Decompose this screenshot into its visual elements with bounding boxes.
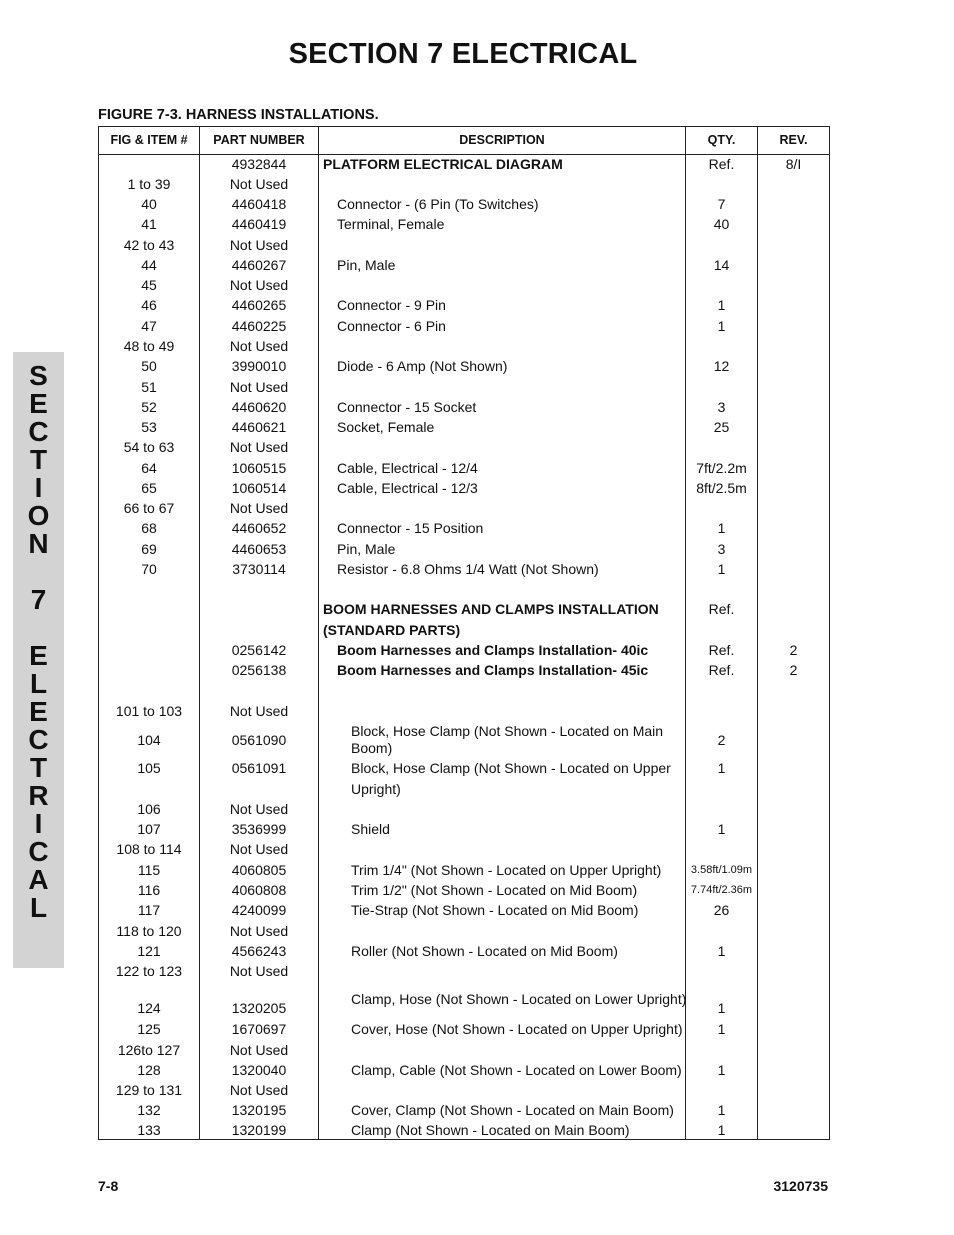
description-cell: Cable, Electrical - 12/3 [337, 480, 478, 496]
qty-cell: 40 [713, 216, 730, 232]
side-tab-letter: O [27, 500, 50, 531]
side-tab-letter: E [29, 388, 48, 419]
fig-item-cell: 50 [141, 358, 157, 374]
column-divider [757, 127, 758, 1139]
qty-cell: 1 [717, 943, 726, 959]
description-cell: Connector - (6 Pin (To Switches) [337, 196, 539, 212]
section-side-tab [13, 352, 64, 968]
fig-item-cell: 101 to 103 [115, 703, 183, 719]
description-cell: Diode - 6 Amp (Not Shown) [337, 358, 508, 374]
part-number-cell: Not Used [229, 338, 289, 354]
side-tab-letter: E [29, 696, 48, 727]
part-number-cell: Not Used [229, 176, 289, 192]
part-number-cell: Not Used [229, 277, 289, 293]
fig-item-cell: 117 [137, 902, 161, 918]
part-number-cell: 4932844 [231, 156, 287, 172]
side-tab-letter: 7 [30, 584, 47, 615]
qty-cell: 1 [717, 561, 726, 577]
header-description: DESCRIPTION [459, 133, 545, 147]
qty-cell: Ref. [708, 601, 735, 617]
qty-cell: 1 [717, 1102, 726, 1118]
fig-item-cell: 128 [137, 1062, 161, 1078]
qty-cell: 1 [717, 520, 726, 536]
fig-item-cell: 54 to 63 [123, 439, 175, 455]
description-cell: (STANDARD PARTS) [323, 622, 461, 638]
fig-item-cell: 107 [137, 821, 161, 837]
part-number-cell: 4460620 [231, 399, 287, 415]
side-tab-letter: E [29, 640, 48, 671]
header-fig-item: FIG & ITEM # [110, 133, 188, 147]
fig-item-cell: 44 [141, 257, 157, 273]
qty-cell: Ref. [708, 642, 735, 658]
qty-cell: 3 [717, 541, 726, 557]
side-tab-letter: L [29, 892, 48, 923]
part-number-cell: 3990010 [231, 358, 287, 374]
side-tab-letter: S [29, 360, 48, 391]
description-cell: Terminal, Female [337, 216, 445, 232]
qty-cell: 8ft/2.5m [696, 480, 747, 496]
description-cell: Roller (Not Shown - Located on Mid Boom) [351, 943, 618, 959]
side-tab-letter: C [28, 416, 49, 447]
fig-item-cell: 51 [141, 379, 157, 395]
qty-cell: 7ft/2.2m [696, 460, 747, 476]
part-number-cell: 3536999 [231, 821, 287, 837]
table-header-row [99, 127, 829, 155]
part-number-cell: Not Used [229, 963, 289, 979]
side-tab-letter: I [34, 808, 43, 839]
description-cell: Boom Harnesses and Clamps Installation- 40ic [337, 642, 649, 658]
fig-item-cell: 41 [141, 216, 157, 232]
description-cell: Connector - 15 Socket [337, 399, 477, 415]
part-number-cell: 0561091 [231, 760, 287, 776]
fig-item-cell: 47 [141, 318, 157, 334]
qty-cell: 14 [713, 257, 730, 273]
rev-cell: 2 [789, 662, 798, 678]
description-cell: Resistor - 6.8 Ohms 1/4 Watt (Not Shown) [337, 561, 599, 577]
description-cell: Shield [351, 821, 390, 837]
part-number-cell: 1320195 [231, 1102, 287, 1118]
fig-item-cell: 46 [141, 297, 157, 313]
description-cell: Clamp (Not Shown - Located on Main Boom) [351, 1122, 630, 1138]
part-number-cell: Not Used [229, 1082, 289, 1098]
fig-item-cell: 70 [141, 561, 157, 577]
part-number-cell: 4460419 [231, 216, 287, 232]
qty-cell: 1 [717, 1000, 726, 1016]
description-cell: Block, Hose Clamp (Not Shown - Located on Upper [351, 760, 671, 776]
fig-item-cell: 105 [137, 760, 161, 776]
fig-item-cell: 53 [141, 419, 157, 435]
description-cell: Cable, Electrical - 12/4 [337, 460, 478, 476]
description-cell: Cover, Clamp (Not Shown - Located on Main Boom) [351, 1102, 674, 1118]
fig-item-cell: 1 to 39 [127, 176, 171, 192]
fig-item-cell: 45 [141, 277, 157, 293]
description-cell: Cover, Hose (Not Shown - Located on Upper Upright) [351, 1021, 683, 1037]
side-tab-letter: R [28, 780, 49, 811]
header-part-number: PART NUMBER [213, 133, 305, 147]
part-number-cell: Not Used [229, 703, 289, 719]
fig-item-cell: 66 to 67 [123, 500, 175, 516]
part-number-cell: 0561090 [231, 732, 287, 748]
fig-item-cell: 104 [137, 732, 161, 748]
side-tab-letter: C [28, 836, 49, 867]
part-number-cell: 1320199 [231, 1122, 287, 1138]
page-number: 7-8 [98, 1178, 119, 1194]
part-number-cell: Not Used [229, 801, 289, 817]
qty-cell: 2 [717, 732, 726, 748]
fig-item-cell: 115 [137, 862, 161, 878]
description-cell: Trim 1/4" (Not Shown - Located on Upper Upright) [351, 862, 662, 878]
fig-item-cell: 133 [137, 1122, 161, 1138]
fig-item-cell: 48 to 49 [123, 338, 175, 354]
description-cell: Upright) [351, 781, 401, 797]
qty-cell: Ref. [708, 662, 735, 678]
qty-cell: Ref. [708, 156, 735, 172]
qty-cell: 7 [717, 196, 726, 212]
part-number-cell: Not Used [229, 237, 289, 253]
fig-item-cell: 106 [137, 801, 161, 817]
qty-cell: 7.74ft/2.36m [690, 884, 753, 896]
part-number-cell: 1060514 [231, 480, 287, 496]
part-number-cell: Not Used [229, 923, 289, 939]
part-number-cell: Not Used [229, 841, 289, 857]
qty-cell: 26 [713, 902, 730, 918]
part-number-cell: 4460267 [231, 257, 287, 273]
part-number-cell: 4460418 [231, 196, 287, 212]
qty-cell: 12 [713, 358, 730, 374]
qty-cell: 1 [717, 318, 726, 334]
fig-item-cell: 126to 127 [117, 1042, 181, 1058]
part-number-cell: Not Used [229, 500, 289, 516]
section-title: SECTION 7 ELECTRICAL [288, 38, 638, 70]
part-number-cell: 0256142 [231, 642, 287, 658]
description-cell: PLATFORM ELECTRICAL DIAGRAM [323, 156, 563, 172]
header-qty: QTY. [707, 133, 736, 147]
qty-cell: 25 [713, 419, 730, 435]
qty-cell: 3 [717, 399, 726, 415]
description-cell: Boom Harnesses and Clamps Installation- 45ic [337, 662, 649, 678]
fig-item-cell: 125 [137, 1021, 161, 1037]
side-tab-letter: A [28, 864, 49, 895]
column-divider [318, 127, 319, 1139]
qty-cell: 1 [717, 760, 726, 776]
part-number-cell: 0256138 [231, 662, 287, 678]
side-tab-letter: C [28, 724, 49, 755]
column-divider [685, 127, 686, 1139]
qty-cell: 1 [717, 297, 726, 313]
description-cell: Connector - 9 Pin [337, 297, 446, 313]
rev-cell: 2 [789, 642, 798, 658]
part-number-cell: 4460225 [231, 318, 287, 334]
side-tab-letter: I [34, 472, 43, 503]
fig-item-cell: 52 [141, 399, 157, 415]
header-rev: REV. [779, 133, 808, 147]
fig-item-cell: 64 [141, 460, 157, 476]
fig-item-cell: 129 to 131 [115, 1082, 183, 1098]
side-tab-letter: N [28, 528, 49, 559]
fig-item-cell: 69 [141, 541, 157, 557]
fig-item-cell: 121 [137, 943, 161, 959]
rev-cell: 8/I [785, 156, 802, 172]
side-tab-letter: T [29, 752, 48, 783]
part-number-cell: Not Used [229, 439, 289, 455]
part-number-cell: 1060515 [231, 460, 287, 476]
fig-item-cell: 65 [141, 480, 157, 496]
part-number-cell: 4460652 [231, 520, 287, 536]
figure-caption: FIGURE 7-3. HARNESS INSTALLATIONS. [98, 107, 379, 123]
description-cell: Connector - 15 Position [337, 520, 484, 536]
qty-cell: 1 [717, 1021, 726, 1037]
part-number-cell: 4566243 [231, 943, 287, 959]
part-number-cell: 4460621 [231, 419, 287, 435]
part-number-cell: 4060805 [231, 862, 287, 878]
description-cell: BOOM HARNESSES AND CLAMPS INSTALLATION [323, 601, 659, 617]
fig-item-cell: 40 [141, 196, 157, 212]
part-number-cell: 4060808 [231, 882, 287, 898]
description-cell: Trim 1/2" (Not Shown - Located on Mid Boom) [351, 882, 638, 898]
fig-item-cell: 116 [137, 882, 161, 898]
description-cell: Socket, Female [337, 419, 435, 435]
part-number-cell: Not Used [229, 379, 289, 395]
parts-table [98, 126, 830, 1140]
fig-item-cell: 108 to 114 [116, 841, 182, 857]
fig-item-cell: 124 [137, 1000, 161, 1016]
qty-cell: 1 [717, 1062, 726, 1078]
part-number-cell: 1320205 [231, 1000, 287, 1016]
description-cell: Pin, Male [337, 257, 396, 273]
description-cell: Clamp, Hose (Not Shown - Located on Lower Upright) [351, 991, 687, 1007]
side-tab-letter: L [29, 668, 48, 699]
description-cell: Connector - 6 Pin [337, 318, 446, 334]
description-cell: Tie-Strap (Not Shown - Located on Mid Boom) [351, 902, 639, 918]
description-cell: Pin, Male [337, 541, 396, 557]
qty-cell: 1 [717, 1122, 726, 1138]
fig-item-cell: 68 [141, 520, 157, 536]
part-number-cell: 1670697 [231, 1021, 287, 1037]
part-number-cell: 4240099 [231, 902, 287, 918]
part-number-cell: Not Used [229, 1042, 289, 1058]
part-number-cell: 4460653 [231, 541, 287, 557]
document-number: 3120735 [773, 1178, 828, 1194]
description-cell: Clamp, Cable (Not Shown - Located on Lower Boom) [351, 1062, 682, 1078]
qty-cell: 3.58ft/1.09m [690, 864, 753, 876]
description-cell: Block, Hose Clamp (Not Shown - Located on Main Boom) [351, 723, 664, 756]
side-tab-letter: T [29, 444, 48, 475]
fig-item-cell: 132 [137, 1102, 161, 1118]
fig-item-cell: 42 to 43 [123, 237, 175, 253]
qty-cell: 1 [717, 821, 726, 837]
part-number-cell: 4460265 [231, 297, 287, 313]
part-number-cell: 1320040 [231, 1062, 287, 1078]
part-number-cell: 3730114 [232, 561, 286, 577]
fig-item-cell: 118 to 120 [116, 923, 182, 939]
fig-item-cell: 122 to 123 [115, 963, 183, 979]
